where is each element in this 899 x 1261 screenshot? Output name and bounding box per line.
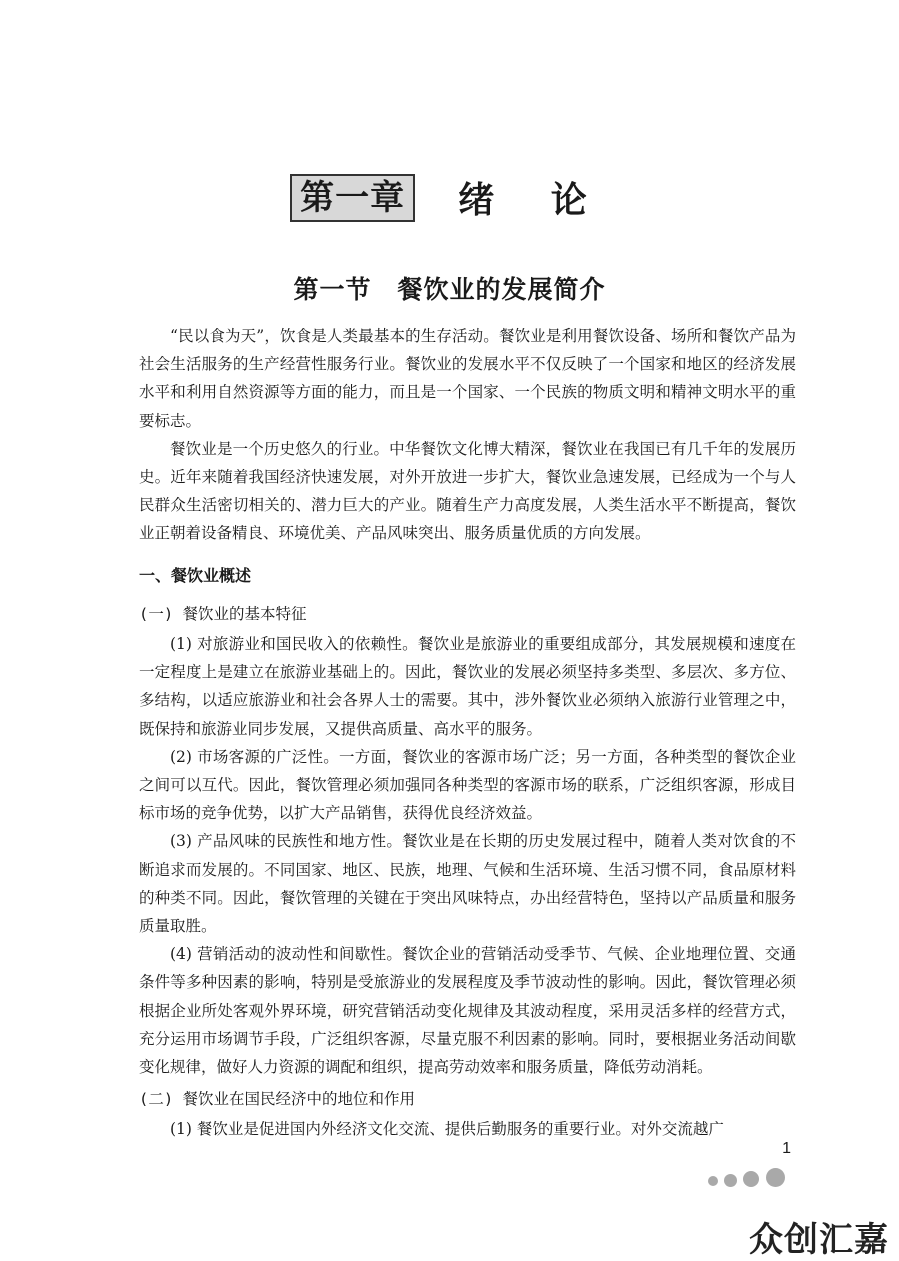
paragraph: 餐饮业是一个历史悠久的行业。中华餐饮文化博大精深，餐饮业在我国已有几千年的发展历史。近年来随着我国经济快速发展，对外开放进一步扩大，餐饮业急速发展，已经成为一个与人民群众生活密切相关的、潜力巨大的产业。随着生产力高度发展，人类生活水平不断提高，餐饮业正朝着设备精良、环境优美、产品风味突出、服务质量优质的方向发展。: [139, 439, 796, 543]
watermark: 众创汇嘉: [749, 1220, 889, 1260]
dot-icon: [708, 1176, 718, 1186]
paragraph: (4) 营销活动的波动性和间歇性。餐饮企业的营销活动受季节、气候、企业地理位置、交通条件等多种因素的影响，特别是受旅游业的发展程度及季节波动性的影响。因此，餐饮管理必须根据企业所处客观外界环境，研究营销活动变化规律及其波动程度，采用灵活多样的经营方式，充分运用市场调节手段，广泛组织客源，尽量克服不利因素的影响。同时，要根据业务活动间歇变化规律，做好人力资源的调配和组织，提高劳动效率和服务质量，降低劳动消耗。: [139, 945, 796, 1077]
heading-1: 一、餐饮业概述: [139, 565, 252, 585]
paragraph: (1) 对旅游业和国民收入的依赖性。餐饮业是旅游业的重要组成部分，其发展规模和速度在一定程度上是建立在旅游业基础上的。因此，餐饮业的发展必须坚持多类型、多层次、多方位、多结构，以适应旅游业和社会各界人士的需要。其中，涉外餐饮业必须纳入旅游行业管理之中，既保持和旅游业同步发展，又提供高质量、高水平的服务。: [139, 635, 796, 738]
dot-icon: [724, 1174, 737, 1187]
paragraph: (1) 餐饮业是促进国内外经济文化交流、提供后勤服务的重要行业。对外交流越广: [170, 1120, 724, 1139]
paragraph: “民以食为天”，饮食是人类最基本的生存活动。餐饮业是利用餐饮设备、场所和餐饮产品为社会生活服务的生产经营性服务行业。餐饮业的发展水平不仅反映了一个国家和地区的经济发展水平和利用自然资源等方面的能力，而且是一个国家、一个民族的物质文明和精神文明水平的重要标志。: [139, 327, 796, 430]
paragraph: (3) 产品风味的民族性和地方性。餐饮业是在长期的历史发展过程中，随着人类对饮食的不断追求而发展的。不同国家、地区、民族，地理、气候和生活环境、生活习惯不同，食品原材料的种类不同。因此，餐饮管理的关键在于突出风味特点，办出经营特色，坚持以产品质量和服务质量取胜。: [139, 832, 796, 936]
subheading-1: (一) 餐饮业的基本特征: [139, 604, 307, 623]
body-text: [139, 322, 796, 1144]
dot-icon: [766, 1168, 785, 1187]
chapter-label: 第一章: [290, 174, 415, 222]
chapter-title: 绪 论: [458, 179, 609, 221]
page-number: 1: [782, 1140, 791, 1157]
dot-icon: [743, 1171, 759, 1187]
chapter-heading: [0, 172, 899, 222]
paragraph: (2) 市场客源的广泛性。一方面，餐饮业的客源市场广泛；另一方面，各种类型的餐饮企业之间可以互代。因此，餐饮管理必须加强同各种类型的客源市场的联系，广泛组织客源，形成目标市场的竞争优势，以扩大产品销售，获得优良经济效益。: [139, 747, 796, 823]
section-title: 第一节 餐饮业的发展简介: [293, 275, 606, 304]
subheading-2: (二) 餐饮业在国民经济中的地位和作用: [139, 1090, 415, 1109]
